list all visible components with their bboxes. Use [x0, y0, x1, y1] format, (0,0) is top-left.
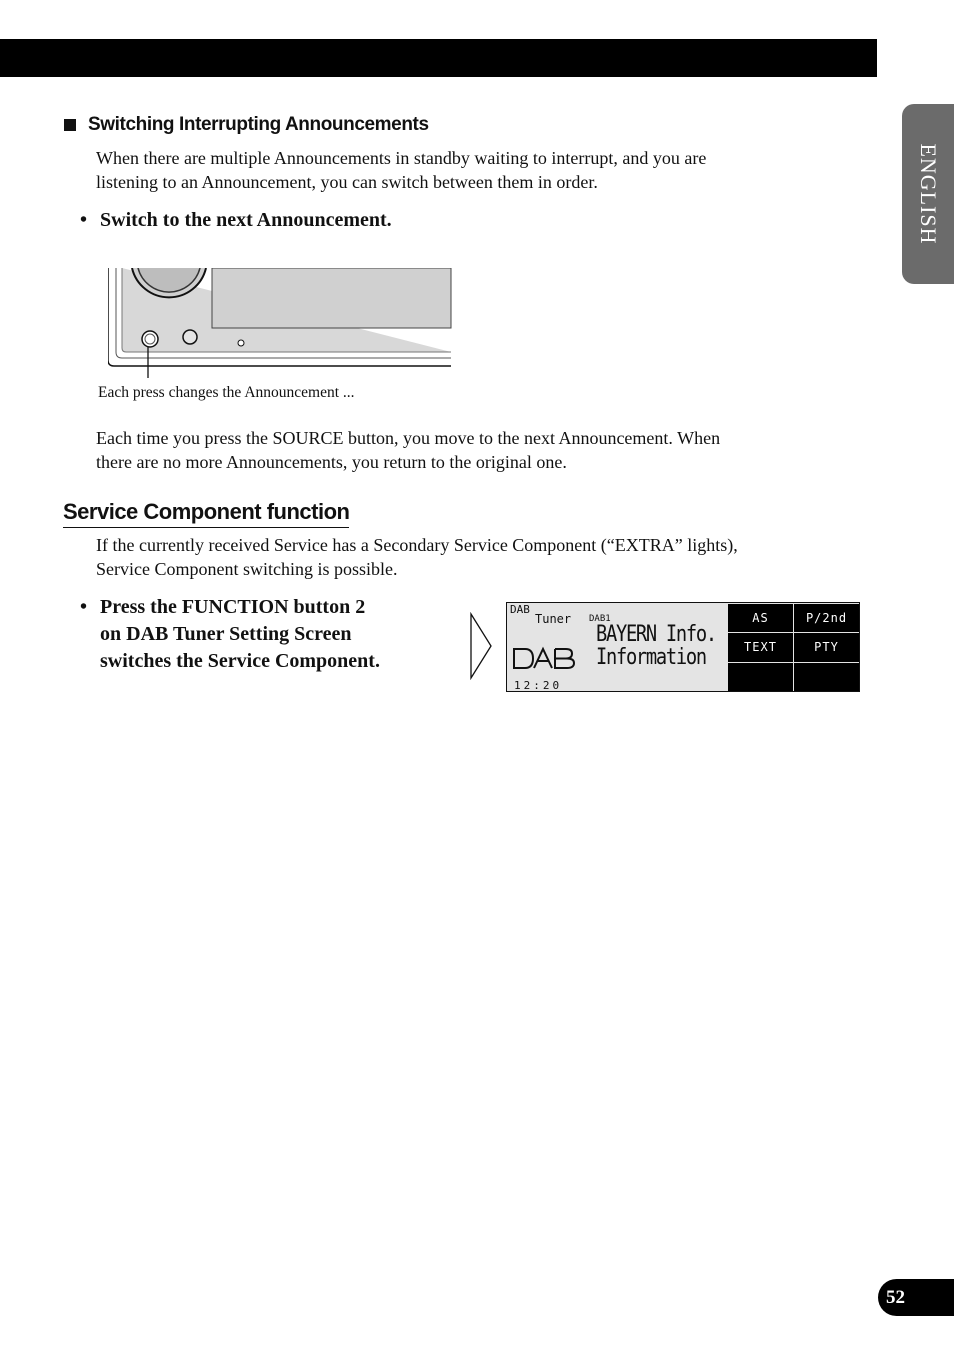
bullet-next-announcement: [80, 207, 392, 234]
source-button-icon: [142, 331, 158, 347]
service-line-1: If the currently received Service has a Secondary Service Component (“EXTRA” lights),: [96, 535, 738, 555]
service-component-heading: Service Component function: [63, 499, 349, 528]
key-blank-1[interactable]: [728, 663, 793, 691]
key-pty[interactable]: PTY: [794, 633, 859, 661]
source-line-1: Each time you press the SOURCE button, you move to the next Announcement. When: [96, 428, 721, 448]
intro-line-2: listening to an Announcement, you can switch between them in order.: [96, 172, 598, 192]
bullet-function-button: [80, 594, 380, 675]
page-number: 52: [878, 1279, 954, 1316]
head-unit-illustration: [108, 268, 453, 380]
service-line-2: Service Component switching is possible.: [96, 559, 398, 579]
intro-line-1: When there are multiple Announcements in standby waiting to interrupt, and you are: [96, 148, 707, 168]
function-key-grid: [728, 604, 859, 691]
key-blank-2[interactable]: [794, 663, 859, 691]
display-band: DAB1: [589, 614, 611, 624]
language-tab: [902, 104, 954, 284]
illustration-caption: Each press changes the Announcement ...: [98, 384, 355, 401]
bullet-text: Switch to the next Announcement.: [100, 209, 392, 231]
key-p2nd[interactable]: P/2nd: [794, 604, 859, 632]
arrow-right-icon: [468, 612, 494, 680]
bullet-text: [100, 594, 380, 675]
bullet-dot-icon: •: [80, 596, 88, 618]
display-service-subtitle: Information: [596, 645, 706, 670]
section-heading-interrupting: [64, 114, 429, 136]
bullet-dot-icon: •: [80, 209, 88, 231]
dab-logo-icon: [511, 646, 577, 672]
display-service-name: BAYERN Info.: [596, 622, 716, 647]
header-bar: [0, 39, 877, 77]
bullet-line-3: switches the Service Component.: [100, 650, 380, 672]
section-heading-text: Switching Interrupting Announcements: [88, 114, 429, 135]
source-paragraph: [96, 426, 836, 474]
dab-tuner-display: [506, 602, 860, 692]
source-line-2: there are no more Announcements, you return to the original one.: [96, 452, 567, 472]
service-component-paragraph: [96, 533, 836, 581]
display-clock: 12:20: [514, 679, 563, 692]
bullet-line-2: on DAB Tuner Setting Screen: [100, 623, 352, 645]
language-tab-label: ENGLISH: [916, 143, 941, 245]
display-source-label: DAB: [510, 603, 530, 616]
display-tuner-label: Tuner: [535, 612, 572, 626]
key-text[interactable]: TEXT: [728, 633, 793, 661]
square-bullet-icon: [64, 119, 76, 131]
key-as[interactable]: AS: [728, 604, 793, 632]
bullet-line-1: Press the FUNCTION button 2: [100, 596, 366, 618]
intro-paragraph: [96, 146, 836, 194]
